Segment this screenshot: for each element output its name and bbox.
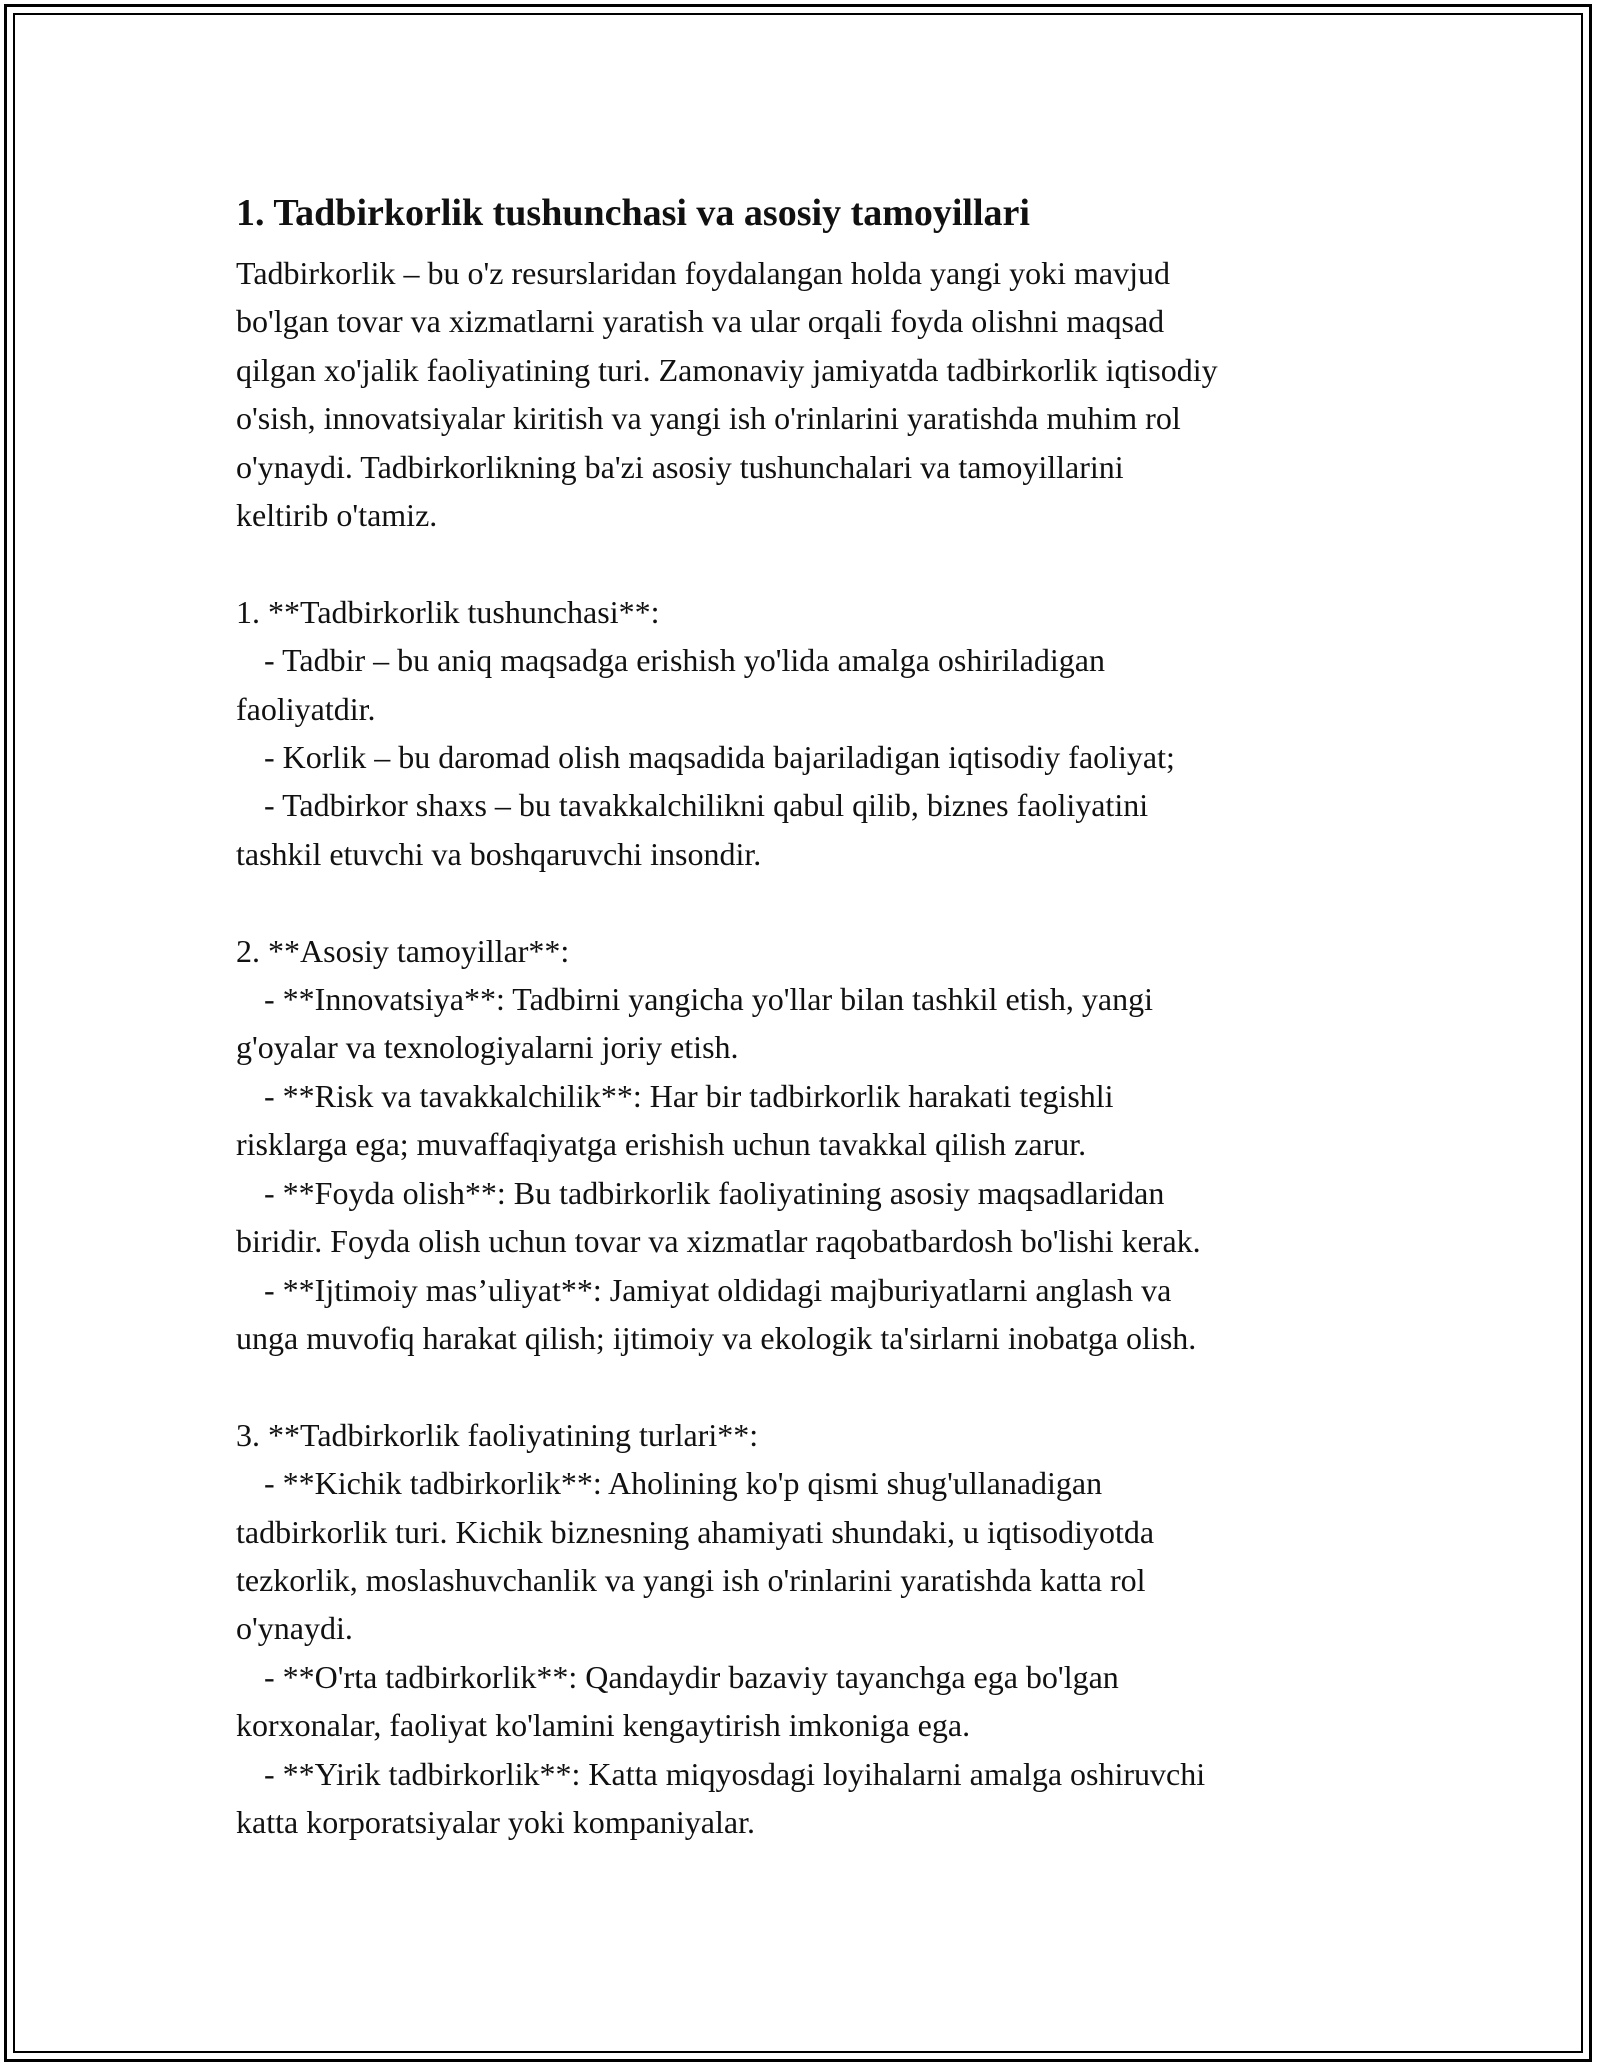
list-item-line: - **Risk va tavakkalchilik**: Har bir tadbirkorlik harakati tegishli <box>264 1077 1114 1114</box>
list-item-line: - **Foyda olish**: Bu tadbirkorlik faoliyatining asosiy maqsadlaridan <box>264 1174 1165 1211</box>
list-item-line: risklarga ega; muvaffaqiyatga erishish uchun tavakkal qilish zarur. <box>236 1126 1087 1163</box>
list-item <box>236 1169 1376 1266</box>
list-item-line: - **Ijtimoiy mas’uliyat**: Jamiyat oldidagi majburiyatlarni anglash va <box>264 1271 1172 1308</box>
list-item <box>236 636 1376 733</box>
list-item <box>236 1653 1376 1750</box>
list-item-line: - Tadbirkor shaxs – bu tavakkalchilikni qabul qilib, biznes faoliyatini <box>264 787 1149 824</box>
list-item <box>236 1750 1376 1847</box>
intro-paragraph <box>236 249 1376 539</box>
intro-line: qilgan xo'jalik faoliyatining turi. Zamonaviy jamiyatda tadbirkorlik iqtisodiy <box>236 351 1218 388</box>
list-item-line: g'oyalar va texnologiyalarni joriy etish. <box>236 1029 739 1066</box>
spacer <box>236 539 1376 587</box>
list-item-line: katta korporatsiyalar yoki kompaniyalar. <box>236 1803 755 1840</box>
list-item-line: - **Kichik tadbirkorlik**: Aholining ko'p qismi shug'ullanadigan <box>264 1465 1103 1502</box>
section-principles <box>236 927 1376 1363</box>
list-item-line: o'ynaydi. <box>236 1610 353 1647</box>
intro-line: bo'lgan tovar va xizmatlarni yaratish va ular orqali foyda olishni maqsad <box>236 303 1165 340</box>
list-item-line: - **Innovatsiya**: Tadbirni yangicha yo'llar bilan tashkil etish, yangi <box>264 981 1153 1018</box>
list-item <box>236 975 1376 1072</box>
list-item-line: unga muvofiq harakat qilish; ijtimoiy va ekologik ta'sirlarni inobatga olish. <box>236 1319 1197 1356</box>
intro-line: o'sish, innovatsiyalar kiritish va yangi ish o'rinlarini yaratishda muhim rol <box>236 400 1181 437</box>
section-concepts <box>236 588 1376 878</box>
list-item-line: - Tadbir – bu aniq maqsadga erishish yo'lida amalga oshiriladigan <box>264 642 1105 679</box>
section-types <box>236 1411 1376 1847</box>
section-title: 3. **Tadbirkorlik faoliyatining turlari**: <box>236 1416 759 1453</box>
list-item <box>236 1072 1376 1169</box>
page-title: 1. Tadbirkorlik tushunchasi va asosiy tamoyillari <box>236 192 1030 234</box>
list-item-line: korxonalar, faoliyat ko'lamini kengaytirish imkoniga ega. <box>236 1707 971 1744</box>
list-item-line: - Korlik – bu daromad olish maqsadida bajariladigan iqtisodiy faoliyat; <box>264 739 1175 776</box>
list-item-line: biridir. Foyda olish uchun tovar va xizmatlar raqobatbardosh bo'lishi kerak. <box>236 1223 1201 1260</box>
list-item <box>236 733 1376 781</box>
list-item-line: faoliyatdir. <box>236 690 376 727</box>
spacer <box>236 878 1376 926</box>
intro-line: o'ynaydi. Tadbirkorlikning ba'zi asosiy tushunchalari va tamoyillarini <box>236 448 1124 485</box>
intro-line: Tadbirkorlik – bu o'z resurslaridan foydalangan holda yangi yoki mavjud <box>236 255 1170 291</box>
section-title: 1. **Tadbirkorlik tushunchasi**: <box>236 593 660 630</box>
spacer <box>236 1362 1376 1410</box>
list-item-line: tezkorlik, moslashuvchanlik va yangi ish o'rinlarini yaratishda katta rol <box>236 1561 1146 1598</box>
list-item <box>236 781 1376 878</box>
intro-line: keltirib o'tamiz. <box>236 497 438 534</box>
list-item-line: tashkil etuvchi va boshqaruvchi insondir. <box>236 835 762 872</box>
list-item-line: - **Yirik tadbirkorlik**: Katta miqyosdagi loyihalarni amalga oshiruvchi <box>264 1755 1206 1792</box>
list-item <box>236 1459 1376 1653</box>
list-item-line: - **O'rta tadbirkorlik**: Qandaydir bazaviy tayanchga ega bo'lgan <box>264 1658 1119 1695</box>
document-body <box>236 185 1376 1846</box>
section-title: 2. **Asosiy tamoyillar**: <box>236 932 570 969</box>
list-item-line: tadbirkorlik turi. Kichik biznesning ahamiyati shundaki, u iqtisodiyotda <box>236 1513 1155 1550</box>
list-item <box>236 1266 1376 1363</box>
